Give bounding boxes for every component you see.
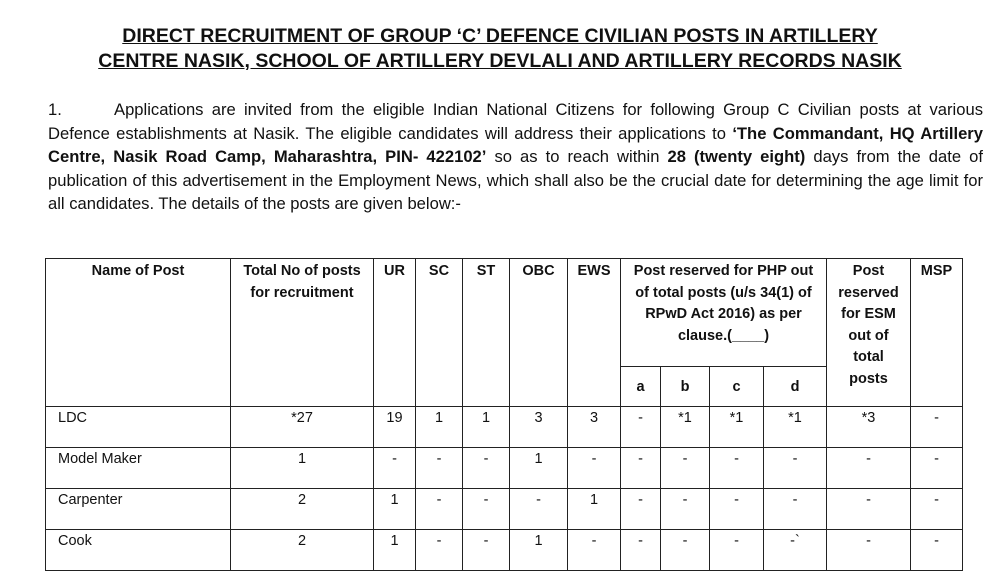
header-ews: EWS [568, 259, 621, 407]
header-php-d: d [764, 367, 827, 407]
cell-php-a: - [621, 448, 661, 489]
header-php-b: b [661, 367, 710, 407]
cell-esm: - [827, 448, 911, 489]
table-row [46, 489, 963, 530]
paragraph-text-2: so as to reach within [486, 147, 668, 167]
cell-msp: - [911, 407, 963, 448]
cell-ews: 1 [568, 489, 621, 530]
cell-obc: 1 [510, 530, 568, 571]
header-php-a: a [621, 367, 661, 407]
paragraph-address: ‘The Commandant, HQ Artillery Centre, Nasik Road Camp, Maharashtra, PIN- 422102’ [48, 123, 983, 167]
cell-ur: - [374, 448, 416, 489]
cell-esm: - [827, 489, 911, 530]
header-row [46, 259, 963, 367]
cell-php-b: - [661, 448, 710, 489]
cell-st: - [463, 489, 510, 530]
cell-php-b: *1 [661, 407, 710, 448]
paragraph-text-3: days from the date of publication of this advertisement in the Employment News, which shall also be the crucial date for determining the age limit for all candidates. The details of the posts are given below:- [48, 147, 983, 214]
cell-esm: - [827, 530, 911, 571]
table-row [46, 407, 963, 448]
cell-php-d: -` [764, 530, 827, 571]
cell-php-b: - [661, 489, 710, 530]
cell-php-d: - [764, 489, 827, 530]
header-obc: OBC [510, 259, 568, 407]
cell-ur: 19 [374, 407, 416, 448]
cell-php-d: *1 [764, 407, 827, 448]
cell-obc: 1 [510, 448, 568, 489]
cell-sc: 1 [416, 407, 463, 448]
header-sc: SC [416, 259, 463, 407]
cell-name: Cook [46, 530, 231, 571]
header-name-of-post: Name of Post [46, 259, 231, 407]
cell-php-c: - [710, 489, 764, 530]
cell-ur: 1 [374, 489, 416, 530]
notice-title [0, 24, 1000, 74]
header-php-c: c [710, 367, 764, 407]
header-total-posts: Total No of posts for recruitment [231, 259, 374, 407]
paragraph-days: 28 (twenty eight) [667, 147, 806, 167]
paragraph-number: 1. [48, 100, 62, 119]
title-line-1: DIRECT RECRUITMENT OF GROUP ‘C’ DEFENCE CIVILIAN POSTS IN ARTILLERY [122, 25, 878, 47]
cell-ur: 1 [374, 530, 416, 571]
cell-php-c: - [710, 448, 764, 489]
cell-st: 1 [463, 407, 510, 448]
cell-php-c: - [710, 530, 764, 571]
header-msp: MSP [911, 259, 963, 407]
cell-st: - [463, 530, 510, 571]
cell-sc: - [416, 448, 463, 489]
cell-total: 1 [231, 448, 374, 489]
cell-msp: - [911, 530, 963, 571]
cell-name: Model Maker [46, 448, 231, 489]
cell-total: 2 [231, 489, 374, 530]
cell-php-a: - [621, 530, 661, 571]
cell-esm: *3 [827, 407, 911, 448]
cell-obc: - [510, 489, 568, 530]
title-line-2: CENTRE NASIK, SCHOOL OF ARTILLERY DEVLALI AND ARTILLERY RECORDS NASIK [98, 50, 902, 72]
table-row [46, 448, 963, 489]
cell-ews: 3 [568, 407, 621, 448]
header-php: Post reserved for PHP out of total posts (u/s 34(1) of RPwD Act 2016) as per clause.(____) [621, 259, 827, 367]
header-st: ST [463, 259, 510, 407]
cell-st: - [463, 448, 510, 489]
cell-obc: 3 [510, 407, 568, 448]
cell-total: *27 [231, 407, 374, 448]
cell-php-c: *1 [710, 407, 764, 448]
cell-php-b: - [661, 530, 710, 571]
cell-msp: - [911, 448, 963, 489]
cell-msp: - [911, 489, 963, 530]
table-row [46, 530, 963, 571]
cell-php-d: - [764, 448, 827, 489]
cell-sc: - [416, 530, 463, 571]
header-esm: Post reserved for ESM out of total posts [827, 259, 911, 407]
cell-name: Carpenter [46, 489, 231, 530]
cell-php-a: - [621, 407, 661, 448]
intro-paragraph [48, 98, 983, 216]
posts-table [45, 258, 963, 571]
cell-name: LDC [46, 407, 231, 448]
paragraph-text-1: Applications are invited from the eligible Indian National Citizens for following Group C Civilian posts at various Defence establishments at Nasik. The eligible candidates will address their applications to [48, 100, 983, 143]
header-ur: UR [374, 259, 416, 407]
cell-sc: - [416, 489, 463, 530]
cell-ews: - [568, 530, 621, 571]
cell-total: 2 [231, 530, 374, 571]
cell-ews: - [568, 448, 621, 489]
cell-php-a: - [621, 489, 661, 530]
